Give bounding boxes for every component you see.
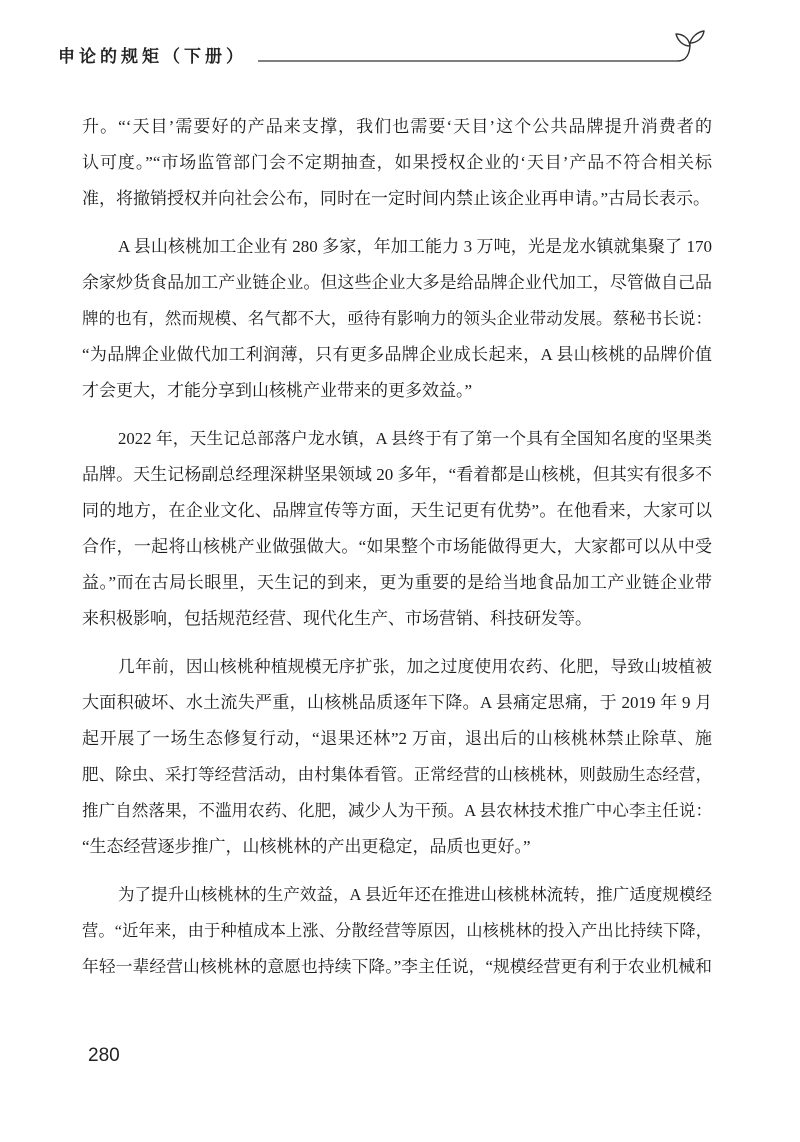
text-line: 余家炒货食品加工产业链企业。但这些企业大多是给品牌企业代加工，尽管做自己品 bbox=[82, 273, 712, 292]
sprout-leaf-right bbox=[690, 31, 704, 43]
page-number: 280 bbox=[88, 1045, 120, 1066]
paragraph bbox=[82, 229, 712, 409]
text-line: A 县山核桃加工企业有 280 多家，年加工能力 3 万吨，光是龙水镇就集聚了 170 bbox=[118, 237, 712, 256]
text-line: 认可度。”“市场监管部门会不定期抽查，如果授权企业的‘天目’产品不符合相关标 bbox=[82, 153, 712, 172]
text-line: 营。“近年来，由于种植成本上涨、分散经营等原因，山核桃林的投入产出比持续下降， bbox=[82, 922, 712, 940]
text-line: 肥、除虫、采打等经营活动，由村集体看管。正常经营的山核桃林，则鼓励生态经营， bbox=[82, 765, 712, 784]
sprout-icon bbox=[676, 31, 704, 61]
running-header-title: 申论的规矩（下册） bbox=[58, 47, 247, 67]
paragraph bbox=[82, 109, 712, 217]
text-line: 牌的也有，然而规模、名气都不大，亟待有影响力的领头企业带动发展。蔡秘书长说： bbox=[82, 309, 712, 328]
text-line: 年轻一辈经营山核桃林的意愿也持续下降。”李主任说，“规模经营更有利于农业机械和 bbox=[82, 957, 712, 976]
text-line: 升。“‘天目’需要好的产品来支撑，我们也需要‘天目’这个公共品牌提升消费者的 bbox=[82, 117, 712, 136]
paragraph bbox=[82, 421, 712, 637]
text-line: 品牌。天生记杨副总经理深耕坚果领域 20 多年，“看着都是山核桃，但其实有很多不 bbox=[82, 465, 712, 484]
text-line: 2022 年，天生记总部落户龙水镇，A 县终于有了第一个具有全国知名度的坚果类 bbox=[118, 429, 712, 448]
text-line: 合作，一起将山核桃产业做强做大。“如果整个市场能做得更大，大家都可以从中受 bbox=[82, 537, 712, 556]
text-line: 大面积破坏、水土流失严重，山核桃品质逐年下降。A 县痛定思痛，于 2019 年 9 月 bbox=[82, 693, 712, 712]
text-line: 来积极影响，包括规范经营、现代化生产、市场营销、科技研发等。 bbox=[82, 609, 592, 628]
text-line: 同的地方，在企业文化、品牌宣传等方面，天生记更有优势”。在他看来，大家可以 bbox=[82, 501, 712, 520]
body-text bbox=[82, 109, 712, 985]
text-line: 推广自然落果，不滥用农药、化肥，减少人为干预。A 县农林技术推广中心李主任说： bbox=[82, 801, 712, 820]
paragraph bbox=[82, 649, 712, 865]
text-line: 几年前，因山核桃种植规模无序扩张，加之过度使用农药、化肥，导致山坡植被 bbox=[118, 657, 712, 676]
text-line: 为了提升山核桃林的生产效益，A 县近年还在推进山核桃林流转，推广适度规模经 bbox=[118, 885, 712, 904]
text-line: “生态经营逐步推广，山核桃林的产出更稳定，品质也更好。” bbox=[82, 837, 531, 856]
text-line: 准，将撤销授权并向社会公布，同时在一定时间内禁止该企业再申请。”古局长表示。 bbox=[82, 189, 711, 208]
text-line: 起开展了一场生态修复行动，“退果还林”2 万亩，退出后的山核桃林禁止除草、施 bbox=[82, 729, 712, 748]
text-line: 才会更大，才能分享到山核桃产业带来的更多效益。” bbox=[82, 381, 473, 400]
paragraph bbox=[82, 877, 712, 985]
sprout-leaf-left bbox=[676, 34, 690, 46]
text-line: “为品牌企业做代加工利润薄，只有更多品牌企业成长起来，A 县山核桃的品牌价值 bbox=[82, 345, 712, 364]
text-line: 益。”而在古局长眼里，天生记的到来，更为重要的是给当地食品加工产业链企业带 bbox=[82, 573, 712, 592]
